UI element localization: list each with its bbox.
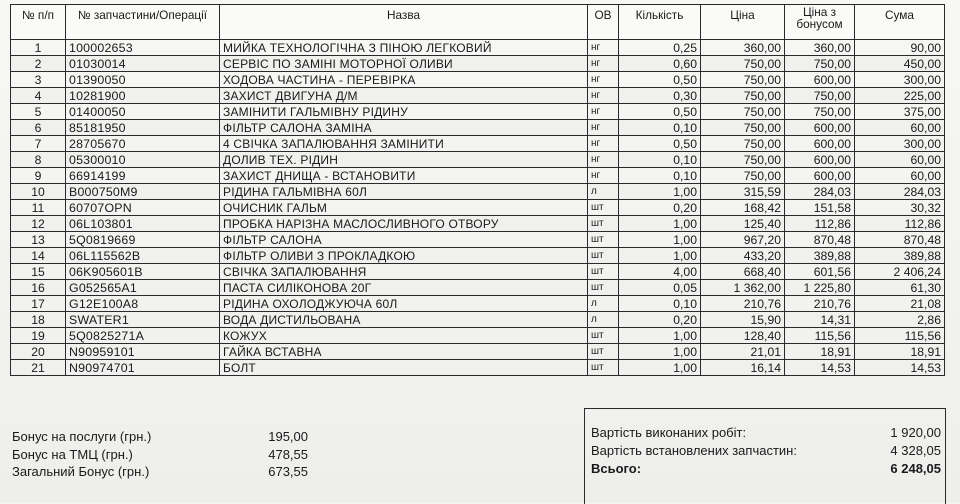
table-row bbox=[11, 88, 945, 104]
col-header-sum: Сума bbox=[855, 5, 945, 40]
totals-work-value: 1 920,00 bbox=[890, 425, 941, 440]
cell-price: 15,90 bbox=[701, 312, 785, 328]
cell-sum: 2,86 bbox=[855, 312, 945, 328]
bonus-services-value: 195,00 bbox=[268, 429, 308, 444]
cell-sum: 14,53 bbox=[855, 360, 945, 376]
cell-bonus-price: 14,31 bbox=[785, 312, 855, 328]
cell-quantity: 0,10 bbox=[619, 152, 701, 168]
cell-unit: нг bbox=[588, 152, 619, 168]
table-row bbox=[11, 344, 945, 360]
cell-sum: 375,00 bbox=[855, 104, 945, 120]
cell-quantity: 1,00 bbox=[619, 232, 701, 248]
cell-part-name: 4 СВІЧКА ЗАПАЛЮВАННЯ ЗАМІНИТИ bbox=[220, 136, 588, 152]
cell-unit: нг bbox=[588, 136, 619, 152]
cell-row-number: 10 bbox=[11, 184, 66, 200]
cell-price: 750,00 bbox=[701, 168, 785, 184]
cell-part-name: МИЙКА ТЕХНОЛОГІЧНА З ПІНОЮ ЛЕГКОВИЙ bbox=[220, 40, 588, 56]
totals-work-row bbox=[591, 425, 941, 440]
table-row bbox=[11, 200, 945, 216]
parts-table bbox=[10, 4, 945, 376]
cell-quantity: 1,00 bbox=[619, 328, 701, 344]
cell-quantity: 4,00 bbox=[619, 264, 701, 280]
cell-sum: 870,48 bbox=[855, 232, 945, 248]
cell-unit: нг bbox=[588, 168, 619, 184]
table-row bbox=[11, 136, 945, 152]
table-row bbox=[11, 360, 945, 376]
cell-part-name: БОЛТ bbox=[220, 360, 588, 376]
cell-unit: шт bbox=[588, 200, 619, 216]
cell-sum: 389,88 bbox=[855, 248, 945, 264]
cell-price: 750,00 bbox=[701, 72, 785, 88]
cell-price: 750,00 bbox=[701, 136, 785, 152]
cell-price: 750,00 bbox=[701, 152, 785, 168]
cell-quantity: 0,50 bbox=[619, 136, 701, 152]
cell-price: 16,14 bbox=[701, 360, 785, 376]
cell-price: 210,76 bbox=[701, 296, 785, 312]
cell-price: 750,00 bbox=[701, 56, 785, 72]
cell-unit: шт bbox=[588, 232, 619, 248]
cell-row-number: 8 bbox=[11, 152, 66, 168]
table-header-row bbox=[11, 5, 945, 40]
cell-part-name: ОЧИСНИК ГАЛЬМ bbox=[220, 200, 588, 216]
col-header-qty: Кількість bbox=[619, 5, 701, 40]
cell-sum: 2 406,24 bbox=[855, 264, 945, 280]
cell-part-name: ЗАХИСТ ДНИЩА - ВСТАНОВИТИ bbox=[220, 168, 588, 184]
col-header-unit: ОВ bbox=[588, 5, 619, 40]
cell-row-number: 4 bbox=[11, 88, 66, 104]
cell-part-name: ВОДА ДИСТИЛЬОВАНА bbox=[220, 312, 588, 328]
cell-sum: 300,00 bbox=[855, 72, 945, 88]
bonus-services-row bbox=[12, 428, 308, 446]
cell-bonus-price: 210,76 bbox=[785, 296, 855, 312]
cell-sum: 115,56 bbox=[855, 328, 945, 344]
cell-quantity: 1,00 bbox=[619, 360, 701, 376]
cell-part-code: 06K905601B bbox=[66, 264, 220, 280]
cell-quantity: 0,25 bbox=[619, 40, 701, 56]
table-row bbox=[11, 152, 945, 168]
cell-quantity: 0,60 bbox=[619, 56, 701, 72]
cell-part-name: ХОДОВА ЧАСТИНА - ПЕРЕВІРКА bbox=[220, 72, 588, 88]
cell-part-code: 100002653 bbox=[66, 40, 220, 56]
cell-part-name: РІДИНА ОХОЛОДЖУЮЧА 60Л bbox=[220, 296, 588, 312]
cell-sum: 30,32 bbox=[855, 200, 945, 216]
cell-quantity: 1,00 bbox=[619, 344, 701, 360]
cell-unit: нг bbox=[588, 40, 619, 56]
table-row bbox=[11, 120, 945, 136]
cell-row-number: 11 bbox=[11, 200, 66, 216]
cell-unit: нг bbox=[588, 104, 619, 120]
cell-part-code: 05300010 bbox=[66, 152, 220, 168]
table-row bbox=[11, 216, 945, 232]
bonus-total-value: 673,55 bbox=[268, 464, 308, 479]
cell-sum: 300,00 bbox=[855, 136, 945, 152]
cell-quantity: 0,05 bbox=[619, 280, 701, 296]
cell-sum: 450,00 bbox=[855, 56, 945, 72]
cell-part-code: N90959101 bbox=[66, 344, 220, 360]
cell-sum: 225,00 bbox=[855, 88, 945, 104]
cell-sum: 284,03 bbox=[855, 184, 945, 200]
cell-part-code: 10281900 bbox=[66, 88, 220, 104]
cell-bonus-price: 115,56 bbox=[785, 328, 855, 344]
cell-price: 168,42 bbox=[701, 200, 785, 216]
cell-price: 967,20 bbox=[701, 232, 785, 248]
cell-part-name: ЗАМІНИТИ ГАЛЬМІВНУ РІДИНУ bbox=[220, 104, 588, 120]
cell-bonus-price: 151,58 bbox=[785, 200, 855, 216]
cell-part-code: G12E100A8 bbox=[66, 296, 220, 312]
cell-part-code: G052565A1 bbox=[66, 280, 220, 296]
totals-grand-label: Всього: bbox=[591, 461, 642, 476]
cell-sum: 90,00 bbox=[855, 40, 945, 56]
cell-part-code: 5Q0819669 bbox=[66, 232, 220, 248]
cell-row-number: 5 bbox=[11, 104, 66, 120]
cell-unit: шт bbox=[588, 248, 619, 264]
cell-bonus-price: 750,00 bbox=[785, 56, 855, 72]
cell-sum: 60,00 bbox=[855, 152, 945, 168]
cell-price: 750,00 bbox=[701, 120, 785, 136]
table-row bbox=[11, 328, 945, 344]
table-row bbox=[11, 264, 945, 280]
table-row bbox=[11, 104, 945, 120]
cell-unit: нг bbox=[588, 120, 619, 136]
cell-part-name: ФІЛЬТР САЛОНА ЗАМІНА bbox=[220, 120, 588, 136]
cell-unit: шт bbox=[588, 344, 619, 360]
cell-part-name: ПРОБКА НАРІЗНА МАСЛОСЛИВНОГО ОТВОРУ bbox=[220, 216, 588, 232]
cell-price: 21,01 bbox=[701, 344, 785, 360]
cell-part-name: ГАЙКА ВСТАВНА bbox=[220, 344, 588, 360]
cell-bonus-price: 600,00 bbox=[785, 168, 855, 184]
cell-row-number: 2 bbox=[11, 56, 66, 72]
cell-part-code: B000750M9 bbox=[66, 184, 220, 200]
cell-price: 1 362,00 bbox=[701, 280, 785, 296]
cell-bonus-price: 750,00 bbox=[785, 104, 855, 120]
cell-quantity: 0,20 bbox=[619, 312, 701, 328]
cell-part-code: 28705670 bbox=[66, 136, 220, 152]
cell-row-number: 17 bbox=[11, 296, 66, 312]
col-header-code: № запчастини/Операції bbox=[66, 5, 220, 40]
cell-bonus-price: 750,00 bbox=[785, 88, 855, 104]
col-header-no: № п/п bbox=[11, 5, 66, 40]
cell-sum: 18,91 bbox=[855, 344, 945, 360]
cell-quantity: 1,00 bbox=[619, 184, 701, 200]
bonus-total-label: Загальний Бонус (грн.) bbox=[12, 464, 150, 479]
cell-quantity: 1,00 bbox=[619, 216, 701, 232]
cell-row-number: 6 bbox=[11, 120, 66, 136]
col-header-name: Назва bbox=[220, 5, 588, 40]
cell-price: 315,59 bbox=[701, 184, 785, 200]
table-row bbox=[11, 280, 945, 296]
cell-sum: 112,86 bbox=[855, 216, 945, 232]
cell-bonus-price: 1 225,80 bbox=[785, 280, 855, 296]
totals-parts-row bbox=[591, 443, 941, 458]
cell-row-number: 14 bbox=[11, 248, 66, 264]
cell-unit: нг bbox=[588, 56, 619, 72]
cell-price: 360,00 bbox=[701, 40, 785, 56]
cell-part-name: ПАСТА СИЛІКОНОВА 20Г bbox=[220, 280, 588, 296]
cell-row-number: 9 bbox=[11, 168, 66, 184]
col-header-price-bonus: Ціна з бонусом bbox=[785, 5, 855, 40]
cell-row-number: 3 bbox=[11, 72, 66, 88]
cell-row-number: 15 bbox=[11, 264, 66, 280]
cell-unit: л bbox=[588, 184, 619, 200]
cell-price: 125,40 bbox=[701, 216, 785, 232]
cell-unit: шт bbox=[588, 360, 619, 376]
cell-sum: 60,00 bbox=[855, 168, 945, 184]
bonus-summary bbox=[12, 428, 308, 481]
cell-bonus-price: 600,00 bbox=[785, 72, 855, 88]
bonus-services-label: Бонус на послуги (грн.) bbox=[12, 429, 152, 444]
cell-bonus-price: 389,88 bbox=[785, 248, 855, 264]
cell-bonus-price: 14,53 bbox=[785, 360, 855, 376]
cell-row-number: 21 bbox=[11, 360, 66, 376]
cell-quantity: 1,00 bbox=[619, 248, 701, 264]
cell-row-number: 20 bbox=[11, 344, 66, 360]
cell-sum: 60,00 bbox=[855, 120, 945, 136]
totals-parts-value: 4 328,05 bbox=[890, 443, 941, 458]
cell-unit: шт bbox=[588, 328, 619, 344]
cell-part-code: 01400050 bbox=[66, 104, 220, 120]
cell-unit: шт bbox=[588, 280, 619, 296]
cell-part-code: 01390050 bbox=[66, 72, 220, 88]
cell-part-name: ФІЛЬТР САЛОНА bbox=[220, 232, 588, 248]
table-row bbox=[11, 312, 945, 328]
cell-sum: 61,30 bbox=[855, 280, 945, 296]
cell-part-code: 85181950 bbox=[66, 120, 220, 136]
cell-bonus-price: 600,00 bbox=[785, 152, 855, 168]
cell-bonus-price: 600,00 bbox=[785, 136, 855, 152]
cell-row-number: 12 bbox=[11, 216, 66, 232]
cell-part-name: СВІЧКА ЗАПАЛЮВАННЯ bbox=[220, 264, 588, 280]
table-row bbox=[11, 168, 945, 184]
cell-part-code: N90974701 bbox=[66, 360, 220, 376]
cell-unit: шт bbox=[588, 264, 619, 280]
table-row bbox=[11, 248, 945, 264]
cell-part-name: КОЖУХ bbox=[220, 328, 588, 344]
cell-quantity: 0,10 bbox=[619, 168, 701, 184]
cell-row-number: 13 bbox=[11, 232, 66, 248]
parts-table-body bbox=[11, 40, 945, 376]
cell-quantity: 0,20 bbox=[619, 200, 701, 216]
cell-quantity: 0,10 bbox=[619, 120, 701, 136]
cell-bonus-price: 18,91 bbox=[785, 344, 855, 360]
totals-grand-row bbox=[591, 461, 941, 476]
table-row bbox=[11, 296, 945, 312]
cell-part-code: 66914199 bbox=[66, 168, 220, 184]
bonus-total-row bbox=[12, 463, 308, 481]
table-row bbox=[11, 40, 945, 56]
cell-quantity: 0,50 bbox=[619, 104, 701, 120]
cell-part-code: 5Q0825271A bbox=[66, 328, 220, 344]
cell-part-name: ФІЛЬТР ОЛИВИ З ПРОКЛАДКОЮ bbox=[220, 248, 588, 264]
bonus-goods-row bbox=[12, 446, 308, 464]
col-header-price: Ціна bbox=[701, 5, 785, 40]
table-row bbox=[11, 72, 945, 88]
cell-row-number: 7 bbox=[11, 136, 66, 152]
table-row bbox=[11, 184, 945, 200]
cell-price: 433,20 bbox=[701, 248, 785, 264]
cell-bonus-price: 601,56 bbox=[785, 264, 855, 280]
cell-price: 750,00 bbox=[701, 88, 785, 104]
table-row bbox=[11, 232, 945, 248]
cell-part-name: РІДИНА ГАЛЬМІВНА 60Л bbox=[220, 184, 588, 200]
cell-bonus-price: 870,48 bbox=[785, 232, 855, 248]
cell-part-name: ДОЛИВ ТЕХ. РІДИН bbox=[220, 152, 588, 168]
cell-price: 128,40 bbox=[701, 328, 785, 344]
cell-sum: 21,08 bbox=[855, 296, 945, 312]
cell-bonus-price: 112,86 bbox=[785, 216, 855, 232]
cell-quantity: 0,10 bbox=[619, 296, 701, 312]
cell-unit: л bbox=[588, 296, 619, 312]
totals-parts-label: Вартість встановлених запчастин: bbox=[591, 443, 797, 458]
totals-work-label: Вартість виконаних робіт: bbox=[591, 425, 747, 440]
totals-grand-value: 6 248,05 bbox=[890, 461, 941, 476]
cell-unit: шт bbox=[588, 216, 619, 232]
cell-part-code: SWATER1 bbox=[66, 312, 220, 328]
totals-box bbox=[584, 408, 946, 504]
cell-row-number: 16 bbox=[11, 280, 66, 296]
bonus-goods-label: Бонус на ТМЦ (грн.) bbox=[12, 446, 133, 462]
cell-part-code: 01030014 bbox=[66, 56, 220, 72]
cell-row-number: 19 bbox=[11, 328, 66, 344]
cell-row-number: 1 bbox=[11, 40, 66, 56]
cell-unit: нг bbox=[588, 72, 619, 88]
cell-row-number: 18 bbox=[11, 312, 66, 328]
cell-price: 668,40 bbox=[701, 264, 785, 280]
cell-quantity: 0,50 bbox=[619, 72, 701, 88]
cell-price: 750,00 bbox=[701, 104, 785, 120]
cell-bonus-price: 284,03 bbox=[785, 184, 855, 200]
cell-bonus-price: 600,00 bbox=[785, 120, 855, 136]
cell-part-name: ЗАХИСТ ДВИГУНА Д/М bbox=[220, 88, 588, 104]
cell-part-code: 06L115562B bbox=[66, 248, 220, 264]
cell-unit: л bbox=[588, 312, 619, 328]
cell-part-name: СЕРВІС ПО ЗАМІНІ МОТОРНОЇ ОЛИВИ bbox=[220, 56, 588, 72]
cell-part-code: 60707OPN bbox=[66, 200, 220, 216]
cell-quantity: 0,30 bbox=[619, 88, 701, 104]
table-row bbox=[11, 56, 945, 72]
cell-part-code: 06L103801 bbox=[66, 216, 220, 232]
cell-bonus-price: 360,00 bbox=[785, 40, 855, 56]
cell-unit: нг bbox=[588, 88, 619, 104]
bonus-goods-value: 478,55 bbox=[268, 446, 308, 462]
